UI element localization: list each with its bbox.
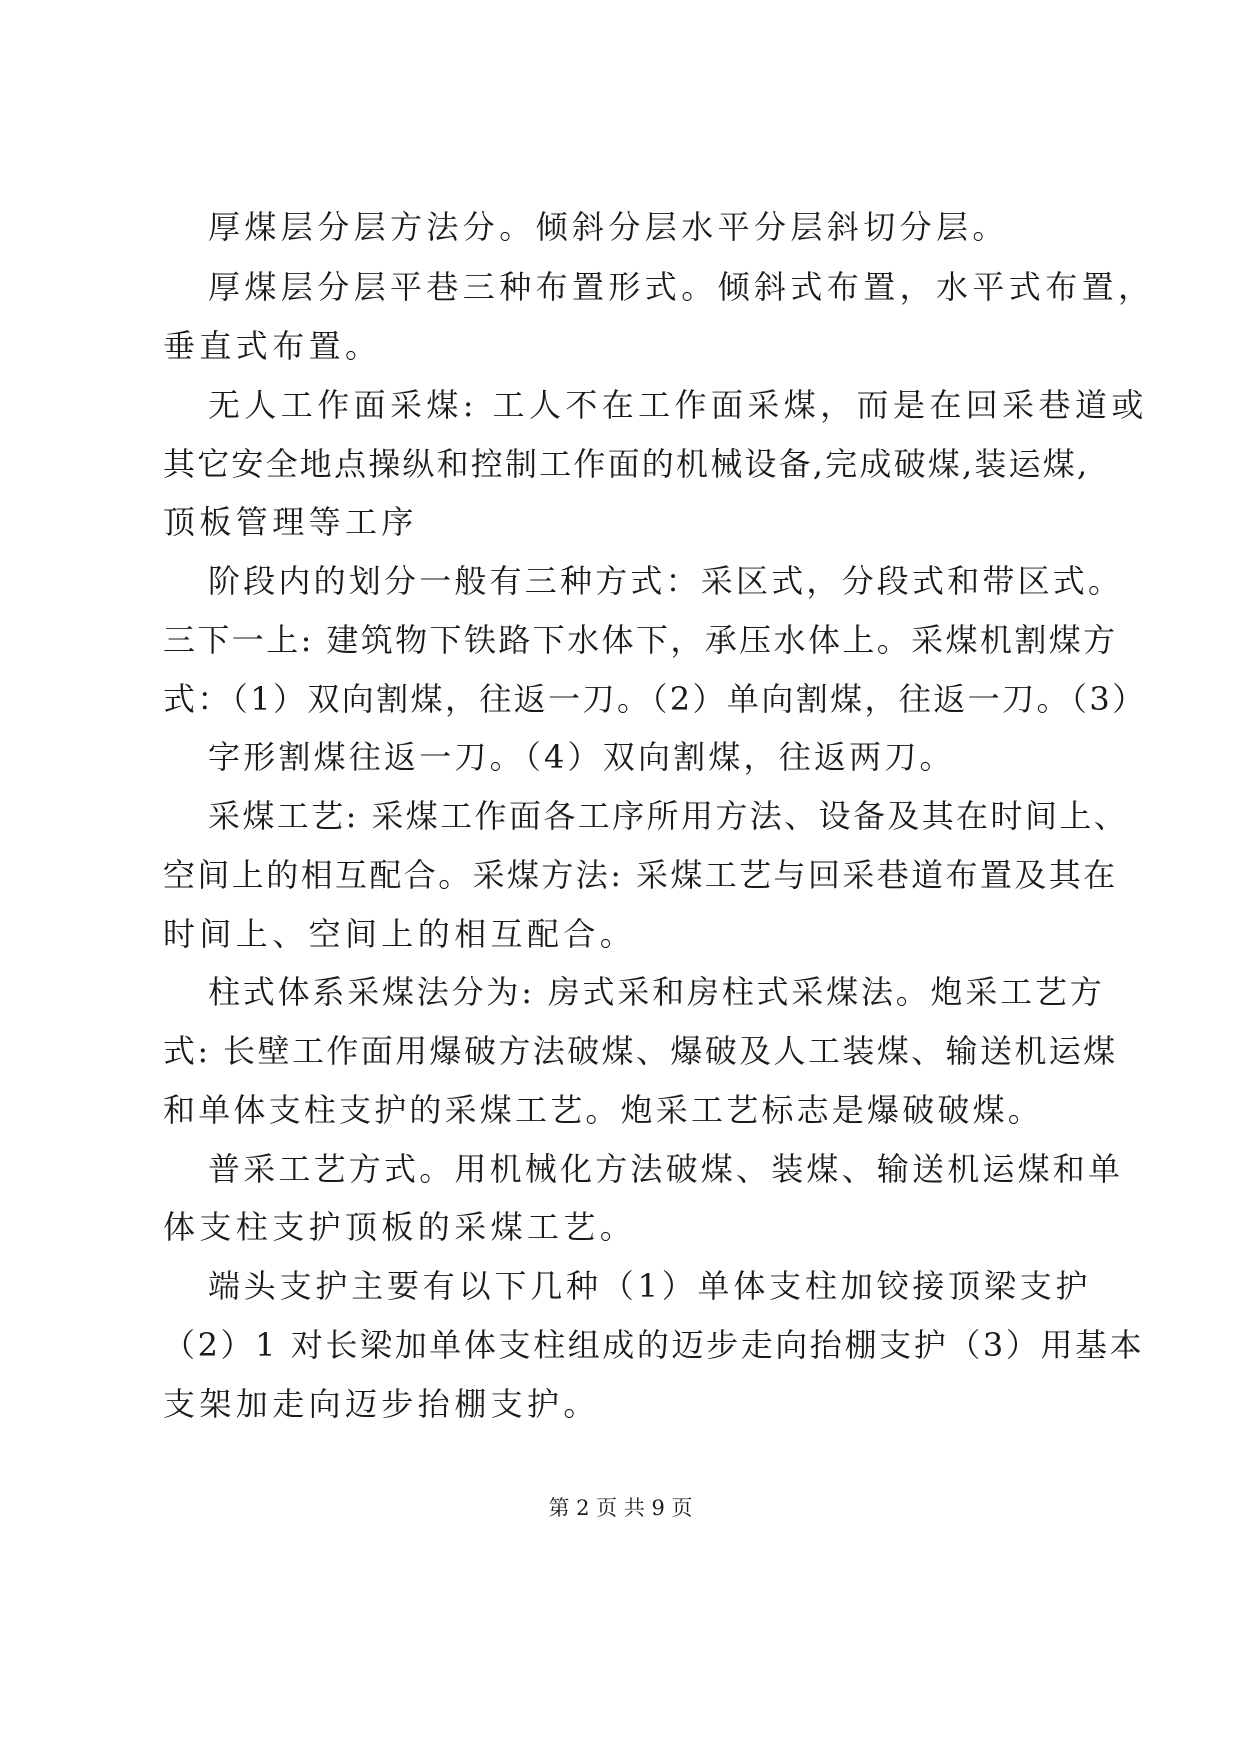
text-line: 厚煤层分层方法分。倾斜分层水平分层斜切分层。 — [208, 208, 1009, 246]
text-line: （2）1 对长梁加单体支柱组成的迈步走向抬棚支护（3）用基本 — [163, 1326, 1145, 1364]
text-line: 式：（1）双向割煤，往返一刀。（2）单向割煤，往返一刀。（3） — [163, 680, 1147, 718]
text-line: 式: 长壁工作面用爆破方法破煤、爆破及人工装煤、输送机运煤 — [163, 1032, 1118, 1070]
text-line: 柱式体系采煤法分为: 房式采和房柱式采煤法。炮采工艺方 — [208, 973, 1105, 1011]
text-line: 和单体支柱支护的采煤工艺。炮采工艺标志是爆破破煤。 — [163, 1091, 1044, 1129]
text-line: 体支柱支护顶板的采煤工艺。 — [163, 1208, 637, 1246]
text-line: 无人工作面采煤: 工人不在工作面采煤，而是在回采巷道或 — [208, 386, 1148, 424]
text-line: 支架加走向迈步抬棚支护。 — [163, 1385, 600, 1423]
text-line: 普采工艺方式。用机械化方法破煤、装煤、输送机运煤和单 — [208, 1150, 1124, 1188]
page-number-footer: 第 2 页 共 9 页 — [548, 1496, 693, 1520]
text-line: 时间上、空间上的相互配合。 — [163, 915, 637, 953]
text-line: 字形割煤往返一刀。（4）双向割煤，往返两刀。 — [208, 738, 955, 776]
text-line: 三下一上: 建筑物下铁路下水体下，承压水体上。采煤机割煤方 — [163, 621, 1118, 659]
text-line: 垂直式布置。 — [163, 327, 382, 365]
text-line: 顶板管理等工序 — [163, 503, 418, 541]
text-line: 采煤工艺: 采煤工作面各工序所用方法、设备及其在时间上、 — [208, 797, 1129, 835]
text-line: 厚煤层分层平巷三种布置形式。倾斜式布置，水平式布置， — [208, 268, 1155, 306]
text-line: 空间上的相互配合。采煤方法: 采煤工艺与回采巷道布置及其在 — [163, 856, 1118, 894]
text-line: 阶段内的划分一般有三种方式：采区式，分段式和带区式。 — [208, 562, 1124, 600]
text-line: 端头支护主要有以下几种（1）单体支柱加铰接顶梁支护 — [208, 1267, 1092, 1305]
text-line: 其它安全地点操纵和控制工作面的机械设备,完成破煤,装运煤, — [163, 445, 1090, 483]
